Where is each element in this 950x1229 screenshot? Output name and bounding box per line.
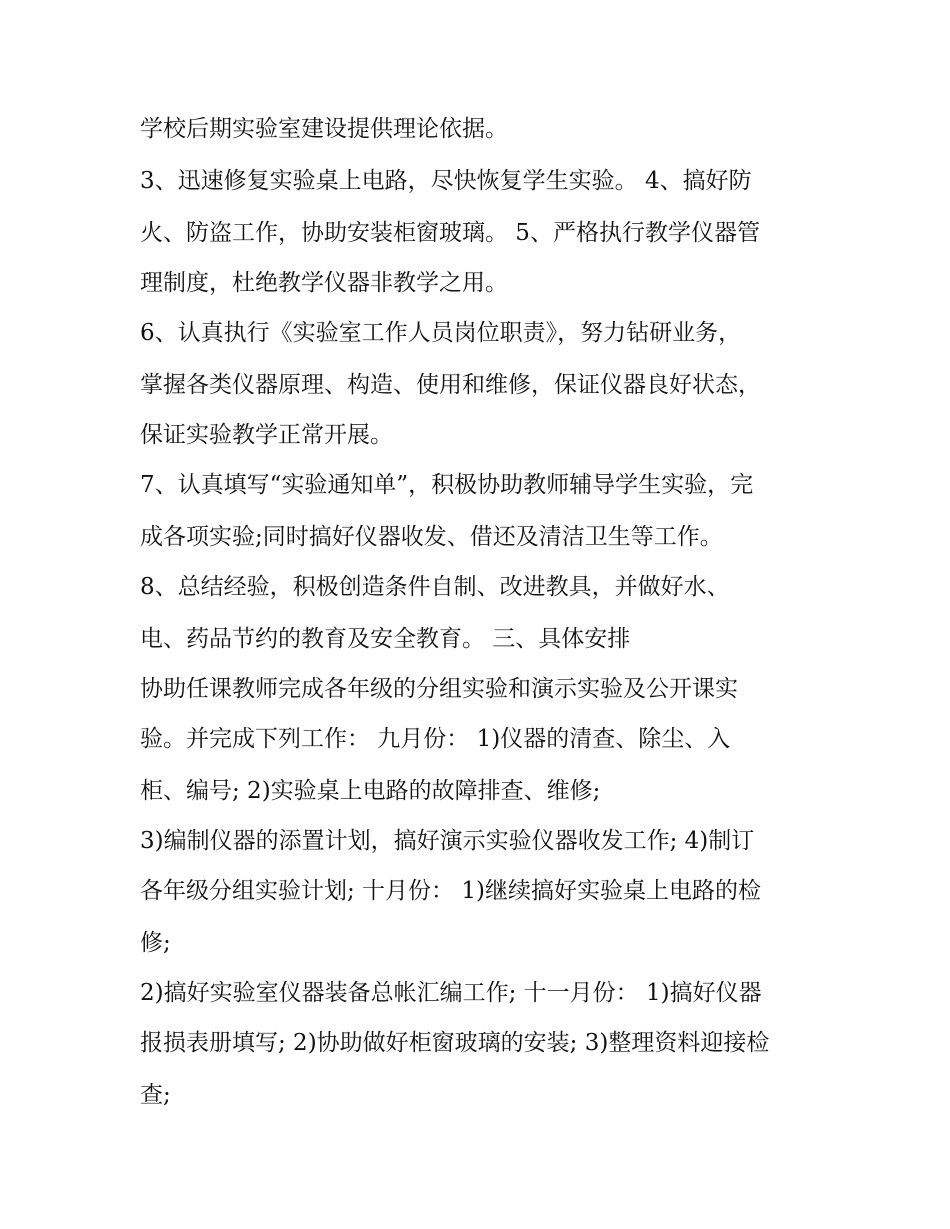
text-line: 掌握各类仪器原理、构造、使用和维修，保证仪器良好状态， <box>140 372 761 398</box>
text-line: 报损表册填写; 2)协助做好柜窗玻璃的安装; 3)整理资料迎接检 <box>140 1030 770 1056</box>
text-line: 7、认真填写“实验通知单”，积极协助教师辅导学生实验，完 <box>140 472 754 498</box>
text-line: 3、迅速修复实验桌上电路，尽快恢复学生实验。 4、搞好防 <box>140 168 752 194</box>
text-line: 验。并完成下列工作： 九月份： 1)仪器的清查、除尘、入 <box>140 726 731 752</box>
text-line: 成各项实验;同时搞好仪器收发、借还及清洁卫生等工作。 <box>140 524 723 550</box>
text-line: 学校后期实验室建设提供理论依据。 <box>140 116 508 142</box>
text-line: 6、认真执行《实验室工作人员岗位职责》，努力钻研业务， <box>140 320 742 346</box>
text-line: 3)编制仪器的添置计划，搞好演示实验仪器收发工作; 4)制订 <box>140 828 755 854</box>
text-line: 电、药品节约的教育及安全教育。 三、具体安排 <box>140 626 631 652</box>
text-line: 协助任课教师完成各年级的分组实验和演示实验及公开课实 <box>140 676 738 702</box>
text-line: 查; <box>140 1082 171 1108</box>
text-line: 2)搞好实验室仪器装备总帐汇编工作; 十一月份： 1)搞好仪器 <box>140 980 762 1006</box>
text-line: 各年级分组实验计划; 十月份： 1)继续搞好实验桌上电路的检 <box>140 878 761 904</box>
text-line: 修; <box>140 930 171 956</box>
text-line: 火、防盗工作，协助安装柜窗玻璃。 5、严格执行教学仪器管 <box>140 220 760 246</box>
text-line: 8、总结经验，积极创造条件自制、改进教具，并做好水、 <box>140 574 730 600</box>
text-line: 保证实验教学正常开展。 <box>140 422 393 448</box>
text-line: 柜、编号; 2)实验桌上电路的故障排查、维修; <box>140 778 601 804</box>
text-line: 理制度，杜绝教学仪器非教学之用。 <box>140 270 508 296</box>
